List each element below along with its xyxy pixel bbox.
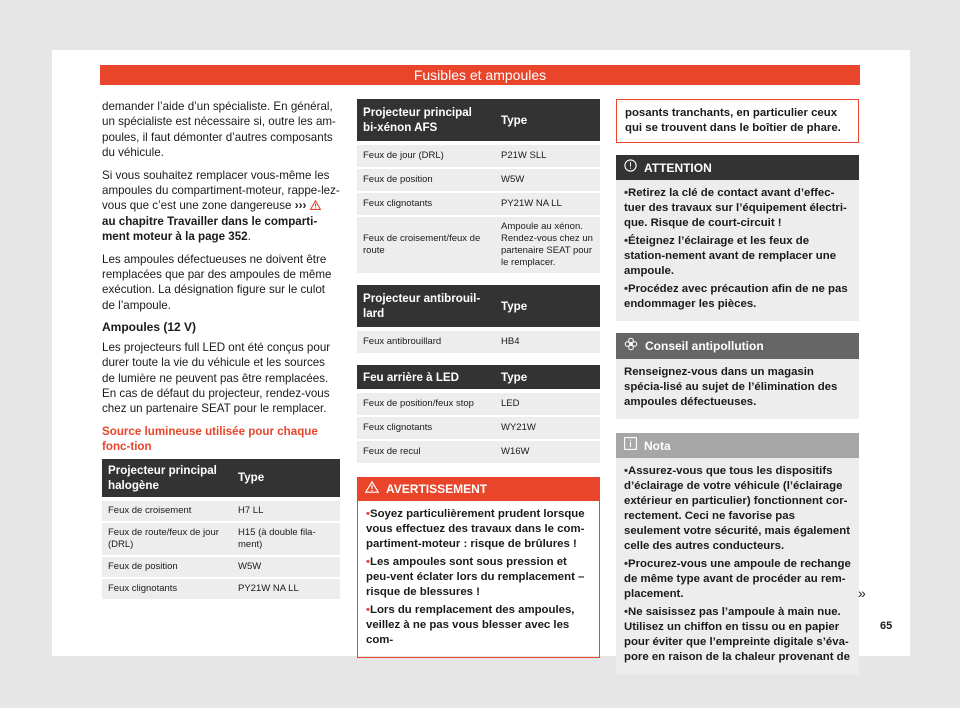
info-square-icon <box>624 437 637 454</box>
table-row <box>357 143 600 168</box>
eco-header <box>616 333 859 359</box>
nota-item: • Assurez-vous que tous les dispositifs d’éclairage de votre véhicule (l’éclairage extérieur en particulier) fonctionnent cor-rectement. Ceci ne favorise pas seulement votre sécurité, mais également celle des autres conducteurs. <box>624 464 851 554</box>
warning-item: • Soyez particulièrement prudent lorsque vous effectuez des travaux dans le com-partiment-moteur : risque de brûlures ! <box>366 507 591 552</box>
table-header-cell: Type <box>495 99 600 143</box>
table-cell: Feux de route/feux de jour (DRL) <box>102 522 232 556</box>
flower-icon <box>624 337 638 355</box>
warning-title: AVERTISSEMENT <box>386 482 488 496</box>
table-row <box>102 578 340 599</box>
attention-title: ATTENTION <box>644 160 712 175</box>
attention-header <box>616 155 859 180</box>
table-cell: H7 LL <box>232 499 340 522</box>
warning-header <box>357 477 600 501</box>
table-row <box>357 391 600 416</box>
table-cell: W16W <box>495 440 600 463</box>
paragraph-2 <box>102 168 340 245</box>
paragraph-3: Les ampoules défectueuses ne doivent être remplacées que par des ampoules de même exécution. La désignation figure sur le culot de l’ampoule. <box>102 252 332 312</box>
table-cell: Feux de position/feux stop <box>357 391 495 416</box>
attention-item: • Procédez avec précaution afin de ne pas endommager les pièces. <box>624 282 851 312</box>
table-cell: Feux clignotants <box>357 416 495 440</box>
table-cell: W5W <box>495 168 600 192</box>
table-header-cell: Projecteur principal halogène <box>102 459 232 499</box>
table-header-cell: Type <box>232 459 340 499</box>
table-cell: PY21W NA LL <box>232 578 340 599</box>
rear-led-table <box>357 365 600 463</box>
warning-item: • Les ampoules sont sous pression et peu-vent éclater lors du remplacement – risque de blessures ! <box>366 555 591 600</box>
column-1 <box>102 99 340 599</box>
table-header-cell: Feu arrière à LED <box>357 365 495 391</box>
reference-arrows: ››› <box>294 199 307 213</box>
section-banner: Fusibles et ampoules <box>100 65 860 85</box>
continued-warning-text: posants tranchants, en particulier ceux qui se trouvent dans le boîtier de phare. <box>625 107 841 134</box>
table-cell: Feux de position <box>357 168 495 192</box>
nota-item: • Procurez-vous une ampoule de rechange de même type avant de procéder au rem-placement. <box>624 557 851 602</box>
attention-item: • Éteignez l’éclairage et les feux de station-nement avant de remplacer une ampoule. <box>624 234 851 279</box>
table-cell: P21W SLL <box>495 143 600 168</box>
eco-text: Renseignez-vous dans un magasin spécia-lisé au sujet de l’élimination des ampoules défectueuses. <box>624 366 838 408</box>
continued-warning-box <box>616 99 859 143</box>
table-header-cell: Projecteur principal bi-xénon AFS <box>357 99 495 143</box>
paragraph-2-text: Si vous souhaitez remplacer vous-même les ampoules du compartiment-moteur, rappe-lez-vous que c’est une zone dangereuse <box>102 168 340 213</box>
table-header <box>357 285 600 329</box>
table-header <box>357 365 600 391</box>
table-row <box>357 168 600 192</box>
nota-title: Nota <box>644 438 671 453</box>
table-row <box>357 216 600 273</box>
table-row <box>357 440 600 463</box>
xenon-table <box>357 99 600 273</box>
table-cell: H15 (à double fila-ment) <box>232 522 340 556</box>
warning-box <box>357 477 600 658</box>
table-row <box>102 499 340 522</box>
table-title: Source lumineuse utilisée pour chaque fonc-tion <box>102 424 318 454</box>
table-cell: HB4 <box>495 329 600 353</box>
info-circle-icon <box>624 159 637 176</box>
table-row <box>102 522 340 556</box>
warning-triangle-icon <box>310 200 321 210</box>
table-header <box>102 459 340 499</box>
eco-body <box>616 359 859 419</box>
table-cell: Feux antibrouillard <box>357 329 495 353</box>
attention-body <box>616 180 859 321</box>
table-cell: PY21W NA LL <box>495 192 600 216</box>
table-cell: Feux clignotants <box>357 192 495 216</box>
attention-item: • Retirez la clé de contact avant d’effec-tuer des travaux sur l’équipement électri-que. Risque de court-circuit ! <box>624 186 851 231</box>
table-cell: WY21W <box>495 416 600 440</box>
section-heading: Ampoules (12 V) <box>102 320 197 335</box>
eco-box <box>616 333 859 419</box>
table-cell: Feux de jour (DRL) <box>357 143 495 168</box>
warning-body <box>357 501 600 658</box>
chapter-link[interactable]: au chapitre Travailler dans le comparti-ment moteur à la page 352 <box>102 214 318 244</box>
continue-mark: » <box>858 585 866 601</box>
page-number: 65 <box>880 620 893 632</box>
table-cell: Ampoule au xénon. Rendez-vous chez un partenaire SEAT pour le remplacer. <box>495 216 600 273</box>
table-cell: Feux de croisement/feux de route <box>357 216 495 273</box>
paragraph-2-end: . <box>247 230 251 244</box>
table-cell: Feux de recul <box>357 440 495 463</box>
halogen-table <box>102 459 340 599</box>
table-cell: W5W <box>232 556 340 578</box>
table-row <box>357 192 600 216</box>
eco-title: Conseil antipollution <box>645 339 764 353</box>
table-row <box>357 416 600 440</box>
warning-item: • Lors du remplacement des ampoules, veillez à ne pas vous blesser avec les com- <box>366 603 591 648</box>
column-2 <box>357 99 600 668</box>
nota-header <box>616 433 859 458</box>
table-cell: Feux clignotants <box>102 578 232 599</box>
table-row <box>357 329 600 353</box>
paragraph-4: Les projecteurs full LED ont été conçus pour durer toute la vie du véhicule et les sources de lumière ne peuvent pas être remplacées. En cas de défaut du projecteur, rendez-vous chez un partenaire SEAT pour le remplacer. <box>102 340 331 416</box>
table-cell: LED <box>495 391 600 416</box>
paragraph-1: demander l’aide d’un spécialiste. En général, un spécialiste est nécessaire si, outre les am-poules, il faut démonter d’autres composants du véhicule. <box>102 100 336 160</box>
nota-body <box>616 458 859 674</box>
table-cell: Feux de croisement <box>102 499 232 522</box>
table-header-cell: Projecteur antibrouil-lard <box>357 285 495 329</box>
table-header-cell: Type <box>495 365 600 391</box>
table-header-cell: Type <box>495 285 600 329</box>
table-header <box>357 99 600 143</box>
attention-box <box>616 155 859 321</box>
table-cell: Feux de position <box>102 556 232 578</box>
nota-box <box>616 433 859 674</box>
fog-table <box>357 285 600 353</box>
column-3 <box>616 99 859 684</box>
nota-item: • Ne saisissez pas l’ampoule à main nue. Utilisez un chiffon en tissu ou en papier pour éviter que l’empreinte digitale s’éva-pore en raison de la chaleur provenant de <box>624 605 851 665</box>
table-row <box>102 556 340 578</box>
warning-triangle-icon <box>365 481 379 497</box>
